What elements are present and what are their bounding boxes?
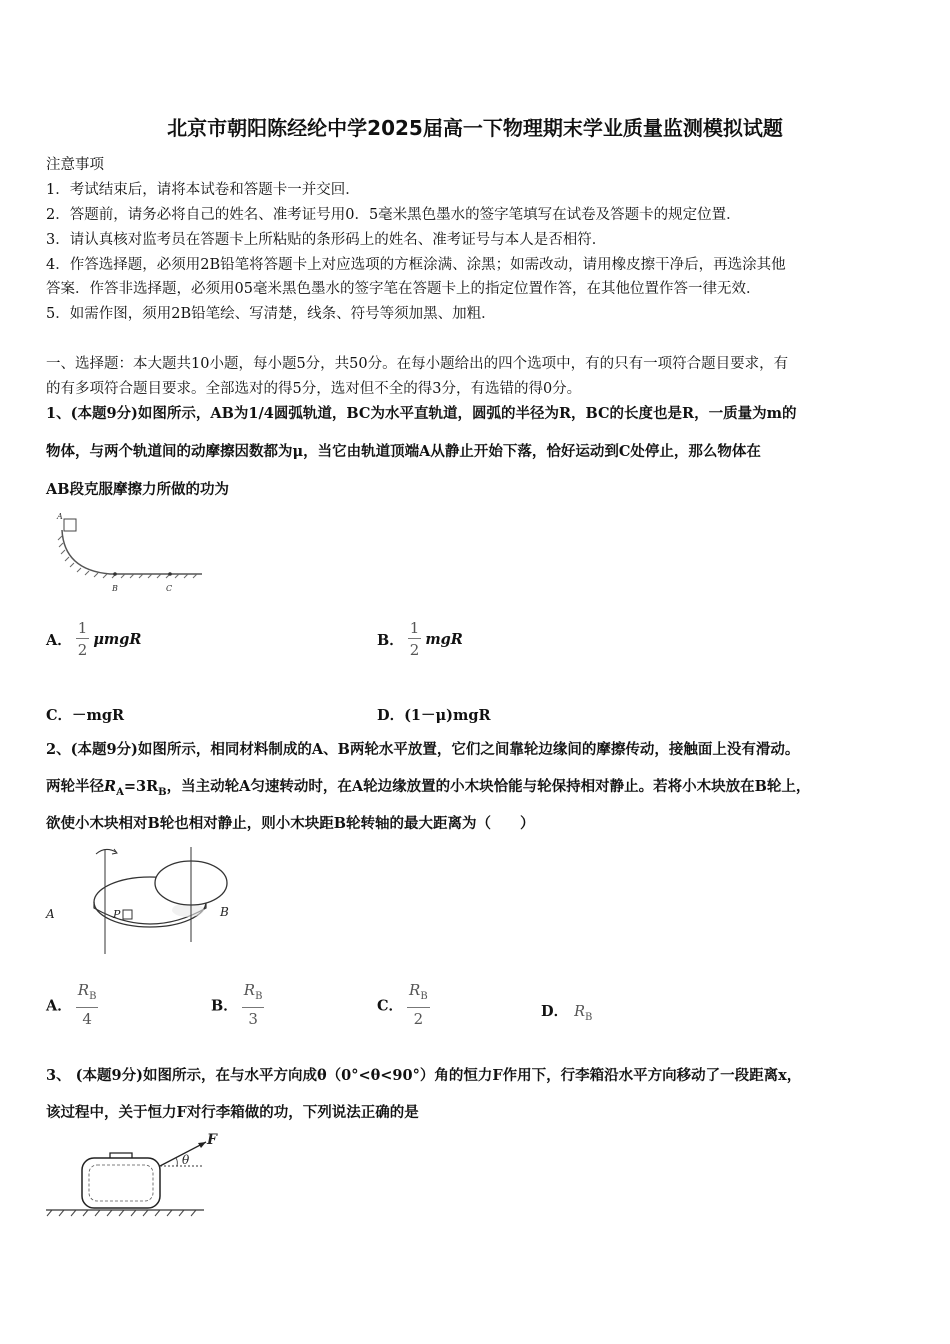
q1-figure-label-b: B xyxy=(112,584,118,593)
q2-figure-label-p: P xyxy=(113,908,121,921)
q2-figure-label-a: A xyxy=(46,907,55,921)
page-title: 北京市朝阳陈经纶中学2025届高一下物理期末学业质量监测模拟试题 xyxy=(167,116,783,140)
q1-figure-label-a: A xyxy=(57,512,63,521)
q3-suitcase-figure xyxy=(44,1128,224,1218)
question-3-text: 该过程中，关于恒力F对行李箱做的功，下列说法正确的是 xyxy=(46,1104,419,1121)
notice-item: 2．答题前，请务必将自己的姓名、准考证号用0．5毫米黑色墨水的签字笔填写在试卷及答题卡的规定位置． xyxy=(46,207,741,223)
q2-option-a: A． $\frac{R_B}{4}$ xyxy=(46,981,97,1028)
question-2-text: 两轮半径$R_A=3R_B$，当主动轮A匀速转动时，在A轮边缘放置的小木块恰能与轮保持相对静止。若将小木块放在B轮上， xyxy=(46,778,811,798)
q1-option-d: D．(1－μ)mgR xyxy=(377,707,491,724)
q2-option-c: C． $\frac{R_B}{2}$ xyxy=(377,981,428,1028)
q1-option-b: B． $\frac{1}{2}$ mgR xyxy=(377,619,463,659)
section-intro: 的有多项符合题目要求。全部选对的得5分，选对但不全的得3分，有选错的得0分。 xyxy=(46,381,582,397)
question-1-text: 1、(本题9分)如图所示，AB为1/4圆弧轨道，BC为水平直轨道，圆弧的半径为R，BC的长度也是R，一质量为m的 xyxy=(46,405,797,422)
q1-option-a: A． $\frac{1}{2}$ μmgR xyxy=(46,619,142,659)
notice-item: 5．如需作图，须用2B铅笔绘、写清楚，线条、符号等须加黑、加粗． xyxy=(46,306,496,322)
notice-item: 1．考试结束后，请将本试卷和答题卡一并交回． xyxy=(46,182,360,198)
q2-figure-label-b: B xyxy=(220,905,229,919)
notice-item: 答案．作答非选择题，必须用05毫米黑色墨水的签字笔在答题卡上的指定位置作答，在其他位置作答一律无效． xyxy=(46,281,761,297)
q2-wheels-figure xyxy=(44,842,244,957)
question-1-text: 物体，与两个轨道间的动摩擦因数都为μ，当它由轨道顶端A从静止开始下落，恰好运动到C处停止，那么物体在 xyxy=(46,443,761,460)
notice-heading: 注意事项 xyxy=(46,157,104,173)
q2-option-d: D． $R_B$ xyxy=(541,1003,593,1023)
q1-figure-label-c: C xyxy=(166,584,173,593)
question-1-text: AB段克服摩擦力所做的功为 xyxy=(46,481,230,498)
notice-item: 4．作答选择题，必须用2B铅笔将答题卡上对应选项的方框涂满、涂黑；如需改动，请用橡皮擦干净后，再选涂其他 xyxy=(46,257,786,273)
q3-figure-label-f: F xyxy=(207,1132,217,1148)
q3-figure-label-theta: θ xyxy=(182,1153,190,1167)
question-2-text: 2、(本题9分)如图所示，相同材料制成的A、B两轮水平放置，它们之间靠轮边缘间的摩擦传动，接触面上没有滑动。 xyxy=(46,741,800,758)
question-3-text: 3、 (本题9分)如图所示，在与水平方向成θ（0°<θ<90°）角的恒力F作用下，行李箱沿水平方向移动了一段距离x， xyxy=(46,1067,802,1084)
q1-option-c: C．－mgR xyxy=(46,707,125,724)
question-2-text: 欲使小木块相对B轮也相对静止，则小木块距B轮转轴的最大距离为（ ） xyxy=(46,815,535,832)
q2-option-b: B． $\frac{R_B}{3}$ xyxy=(211,981,263,1028)
notice-item: 3．请认真核对监考员在答题卡上所粘贴的条形码上的姓名、准考证号与本人是否相符． xyxy=(46,232,607,248)
q1-track-figure xyxy=(50,508,210,598)
section-intro: 一、选择题：本大题共10小题，每小题5分，共50分。在每小题给出的四个选项中，有的只有一项符合题目要求，有 xyxy=(46,356,789,372)
